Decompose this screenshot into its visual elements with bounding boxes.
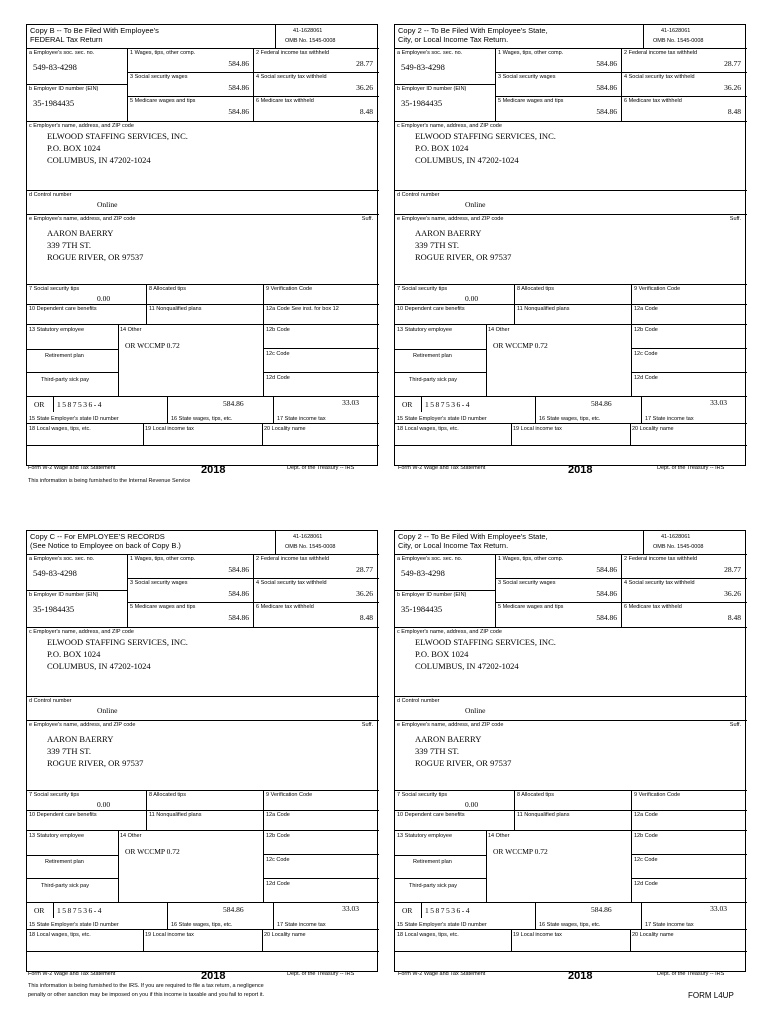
box-12c: 12c Code xyxy=(632,855,747,879)
form-code: 41-1628061 xyxy=(661,534,691,540)
box-2: 2 Federal income tax withheld 28.77 xyxy=(254,49,379,73)
box-5: 5 Medicare wages and tips 584.86 xyxy=(128,603,254,627)
box-9: 9 Verification Code xyxy=(264,285,379,305)
box-1: 1 Wages, tips, other comp. 584.86 xyxy=(496,49,622,73)
box-12a: 12a Code See inst. for box 12 xyxy=(264,305,379,325)
ein-value: 35-1984435 xyxy=(401,604,443,614)
state-row: OR 1587536-4 584.86 33.03 xyxy=(395,903,747,918)
ein-value: 35-1984435 xyxy=(401,98,443,108)
ssn-value: 549-83-4298 xyxy=(401,568,445,578)
omb-number: OMB No. 1545-0008 xyxy=(653,38,704,44)
box-a: a Employee's soc. sec. no. 549-83-4298 xyxy=(27,555,128,591)
box-7: 7 Social security tips 0.00 xyxy=(395,285,515,305)
box-14: 14 Other OR WCCMP 0.72 xyxy=(487,831,632,903)
header-code-box xyxy=(643,530,747,555)
box-d: d Control number Online xyxy=(27,697,379,721)
state-label-row: 15 State Employer's state ID number 16 State wages, tips, etc. 17 State income tax xyxy=(27,412,379,424)
box-6: 6 Medicare tax withheld 8.48 xyxy=(256,604,373,622)
box-c: c Employer's name, address, and ZIP code ELWOOD STAFFING SERVICES, INC. P.O. BOX 1024 COLUMBUS, IN 47202-1024 xyxy=(27,627,379,697)
box-d: d Control number Online xyxy=(27,191,379,215)
box-9: 9 Verification Code xyxy=(632,791,747,811)
other-value: OR WCCMP 0.72 xyxy=(493,847,548,856)
box-12c: 12c Code xyxy=(264,349,379,373)
box-c: c Employer's name, address, and ZIP code ELWOOD STAFFING SERVICES, INC. P.O. BOX 1024 COLUMBUS, IN 47202-1024 xyxy=(395,121,747,191)
box-8: 8 Allocated tips xyxy=(147,285,264,305)
box-a: a Employee's soc. sec. no. 549-83-4298 xyxy=(395,555,496,591)
form-code: 41-1628061 xyxy=(293,534,323,540)
box-d: d Control number Online xyxy=(395,191,747,215)
state-label-row: 15 State Employer's state ID number 16 State wages, tips, etc. 17 State income tax xyxy=(395,412,747,424)
other-value: OR WCCMP 0.72 xyxy=(125,847,180,856)
box-14: 14 Other OR WCCMP 0.72 xyxy=(119,325,264,397)
form-code: 41-1628061 xyxy=(293,28,323,34)
box-4: 4 Social security tax withheld 36.26 xyxy=(254,73,379,97)
box-8: 8 Allocated tips xyxy=(147,791,264,811)
box-11: 11 Nonqualified plans xyxy=(515,305,632,325)
omb-number: OMB No. 1545-0008 xyxy=(285,544,336,550)
box-b: b Employer ID number (EIN) 35-1984435 xyxy=(395,591,496,627)
box-12a: 12a Code xyxy=(264,811,379,831)
form-header xyxy=(27,25,379,49)
box-12b: 12b Code xyxy=(264,325,379,349)
omb-number: OMB No. 1545-0008 xyxy=(653,544,704,550)
state-row: OR 1587536-4 584.86 33.03 xyxy=(27,397,379,412)
form-header xyxy=(395,25,747,49)
box-2: 2 Federal income tax withheld 28.77 xyxy=(622,49,747,73)
ssn-value: 549-83-4298 xyxy=(33,568,77,578)
box-e: e Employee's name, address, and ZIP code Suff. AARON BAERRY 339 7TH ST. ROGUE RIVER, OR 97537 xyxy=(27,721,379,791)
state-id: 1587536-4 xyxy=(57,906,103,915)
box-10: 10 Dependent care benefits xyxy=(27,305,147,325)
box-5: 5 Medicare wages and tips 584.86 xyxy=(496,97,622,121)
control-number: Online xyxy=(465,200,486,209)
local-row: 18 Local wages, tips, etc. 19 Local income tax 20 Locality name xyxy=(395,424,747,446)
box-e: e Employee's name, address, and ZIP code Suff. AARON BAERRY 339 7TH ST. ROGUE RIVER, OR 97537 xyxy=(27,215,379,285)
box-b: b Employer ID number (EIN) 35-1984435 xyxy=(27,85,128,121)
state-id: 1587536-4 xyxy=(57,400,103,409)
w2-copy-c xyxy=(26,530,378,972)
box-e: e Employee's name, address, and ZIP code Suff. AARON BAERRY 339 7TH ST. ROGUE RIVER, OR 97537 xyxy=(395,215,747,285)
w2-copy-b xyxy=(26,24,378,466)
box-3: 3 Social security wages 584.86 xyxy=(496,579,622,603)
box-12c: 12c Code xyxy=(264,855,379,879)
local-row: 18 Local wages, tips, etc. 19 Local income tax 20 Locality name xyxy=(27,930,379,952)
box-2: 2 Federal income tax withheld 28.77 xyxy=(622,555,747,579)
box-a: a Employee's soc. sec. no. 549-83-4298 xyxy=(27,49,128,85)
box-5: 5 Medicare wages and tips 584.86 xyxy=(496,603,622,627)
control-number: Online xyxy=(465,706,486,715)
box-b: b Employer ID number (EIN) 35-1984435 xyxy=(27,591,128,627)
box-3: 3 Social security wages 584.86 xyxy=(496,73,622,97)
box-7: 7 Social security tips 0.00 xyxy=(27,285,147,305)
page-footer: FORM L4UP xyxy=(688,991,734,1000)
box-c: c Employer's name, address, and ZIP code ELWOOD STAFFING SERVICES, INC. P.O. BOX 1024 COLUMBUS, IN 47202-1024 xyxy=(27,121,379,191)
box-10: 10 Dependent care benefits xyxy=(395,305,515,325)
box-a: a Employee's soc. sec. no. 549-83-4298 xyxy=(395,49,496,85)
form-code: 41-1628061 xyxy=(661,28,691,34)
box-1: 1 Wages, tips, other comp. 584.86 xyxy=(128,555,254,579)
box-4: 4 Social security tax withheld 36.26 xyxy=(254,579,379,603)
box-12d: 12d Code xyxy=(632,373,747,397)
box-6: 6 Medicare tax withheld 8.48 xyxy=(256,98,373,116)
box-9: 9 Verification Code xyxy=(632,285,747,305)
state-row: OR 1587536-4 584.86 33.03 xyxy=(27,903,379,918)
control-number: Online xyxy=(97,706,118,715)
box-4: 4 Social security tax withheld 36.26 xyxy=(622,579,747,603)
box-1: 1 Wages, tips, other comp. 584.86 xyxy=(496,555,622,579)
box-2: 2 Federal income tax withheld 28.77 xyxy=(254,555,379,579)
form-header xyxy=(395,531,747,555)
box-13: 13 Statutory employee Retirement plan Third-party sick pay xyxy=(395,831,487,903)
omb-number: OMB No. 1545-0008 xyxy=(285,38,336,44)
box-12a: 12a Code xyxy=(632,305,747,325)
box-12b: 12b Code xyxy=(632,831,747,855)
box-3: 3 Social security wages 584.86 xyxy=(128,579,254,603)
header-code-box xyxy=(643,24,747,49)
box-12d: 12d Code xyxy=(264,879,379,903)
box-9: 9 Verification Code xyxy=(264,791,379,811)
box-12c: 12c Code xyxy=(632,349,747,373)
box-14: 14 Other OR WCCMP 0.72 xyxy=(119,831,264,903)
box-12d: 12d Code xyxy=(264,373,379,397)
box-12b: 12b Code xyxy=(264,831,379,855)
copy-title: Copy 2 -- To Be Filed With Employee's State, City, or Local Income Tax Return. xyxy=(398,26,548,44)
box-7: 7 Social security tips 0.00 xyxy=(27,791,147,811)
ein-value: 35-1984435 xyxy=(33,98,75,108)
state-row: OR 1587536-4 584.86 33.03 xyxy=(395,397,747,412)
ssn-value: 549-83-4298 xyxy=(33,62,77,72)
box-10: 10 Dependent care benefits xyxy=(395,811,515,831)
box-13: 13 Statutory employee Retirement plan Third-party sick pay xyxy=(27,325,119,397)
box-12b: 12b Code xyxy=(632,325,747,349)
other-value: OR WCCMP 0.72 xyxy=(125,341,180,350)
local-row: 18 Local wages, tips, etc. 19 Local income tax 20 Locality name xyxy=(27,424,379,446)
state-label-row: 15 State Employer's state ID number 16 State wages, tips, etc. 17 State income tax xyxy=(27,918,379,930)
box-12d: 12d Code xyxy=(632,879,747,903)
box-13: 13 Statutory employee Retirement plan Third-party sick pay xyxy=(395,325,487,397)
w2-copy-2-bottom xyxy=(394,530,746,972)
box-8: 8 Allocated tips xyxy=(515,285,632,305)
form-header xyxy=(27,531,379,555)
box-4: 4 Social security tax withheld 36.26 xyxy=(622,73,747,97)
box-7: 7 Social security tips 0.00 xyxy=(395,791,515,811)
ein-value: 35-1984435 xyxy=(33,604,75,614)
box-13: 13 Statutory employee Retirement plan Third-party sick pay xyxy=(27,831,119,903)
box-6: 6 Medicare tax withheld 8.48 xyxy=(624,98,741,116)
box-5: 5 Medicare wages and tips 584.86 xyxy=(128,97,254,121)
box-b: b Employer ID number (EIN) 35-1984435 xyxy=(395,85,496,121)
ssn-value: 549-83-4298 xyxy=(401,62,445,72)
box-3: 3 Social security wages 584.86 xyxy=(128,73,254,97)
copy-title: Copy B -- To Be Filed With Employee's FEDERAL Tax Return xyxy=(30,26,159,44)
header-code-box xyxy=(275,24,379,49)
box-6: 6 Medicare tax withheld 8.48 xyxy=(624,604,741,622)
box-11: 11 Nonqualified plans xyxy=(147,305,264,325)
control-number: Online xyxy=(97,200,118,209)
box-e: e Employee's name, address, and ZIP code Suff. AARON BAERRY 339 7TH ST. ROGUE RIVER, OR 97537 xyxy=(395,721,747,791)
state-label-row: 15 State Employer's state ID number 16 State wages, tips, etc. 17 State income tax xyxy=(395,918,747,930)
w2-copy-2-top xyxy=(394,24,746,466)
state-id: 1587536-4 xyxy=(425,400,471,409)
box-8: 8 Allocated tips xyxy=(515,791,632,811)
box-1: 1 Wages, tips, other comp. 584.86 xyxy=(128,49,254,73)
box-d: d Control number Online xyxy=(395,697,747,721)
box-12a: 12a Code xyxy=(632,811,747,831)
copy-title: Copy 2 -- To Be Filed With Employee's State, City, or Local Income Tax Return. xyxy=(398,532,548,550)
state-id: 1587536-4 xyxy=(425,906,471,915)
header-code-box xyxy=(275,530,379,555)
other-value: OR WCCMP 0.72 xyxy=(493,341,548,350)
box-10: 10 Dependent care benefits xyxy=(27,811,147,831)
local-row: 18 Local wages, tips, etc. 19 Local income tax 20 Locality name xyxy=(395,930,747,952)
box-11: 11 Nonqualified plans xyxy=(515,811,632,831)
box-11: 11 Nonqualified plans xyxy=(147,811,264,831)
box-14: 14 Other OR WCCMP 0.72 xyxy=(487,325,632,397)
copy-title: Copy C -- For EMPLOYEE'S RECORDS (See Notice to Employee on back of Copy B.) xyxy=(30,532,181,550)
box-c: c Employer's name, address, and ZIP code ELWOOD STAFFING SERVICES, INC. P.O. BOX 1024 COLUMBUS, IN 47202-1024 xyxy=(395,627,747,697)
